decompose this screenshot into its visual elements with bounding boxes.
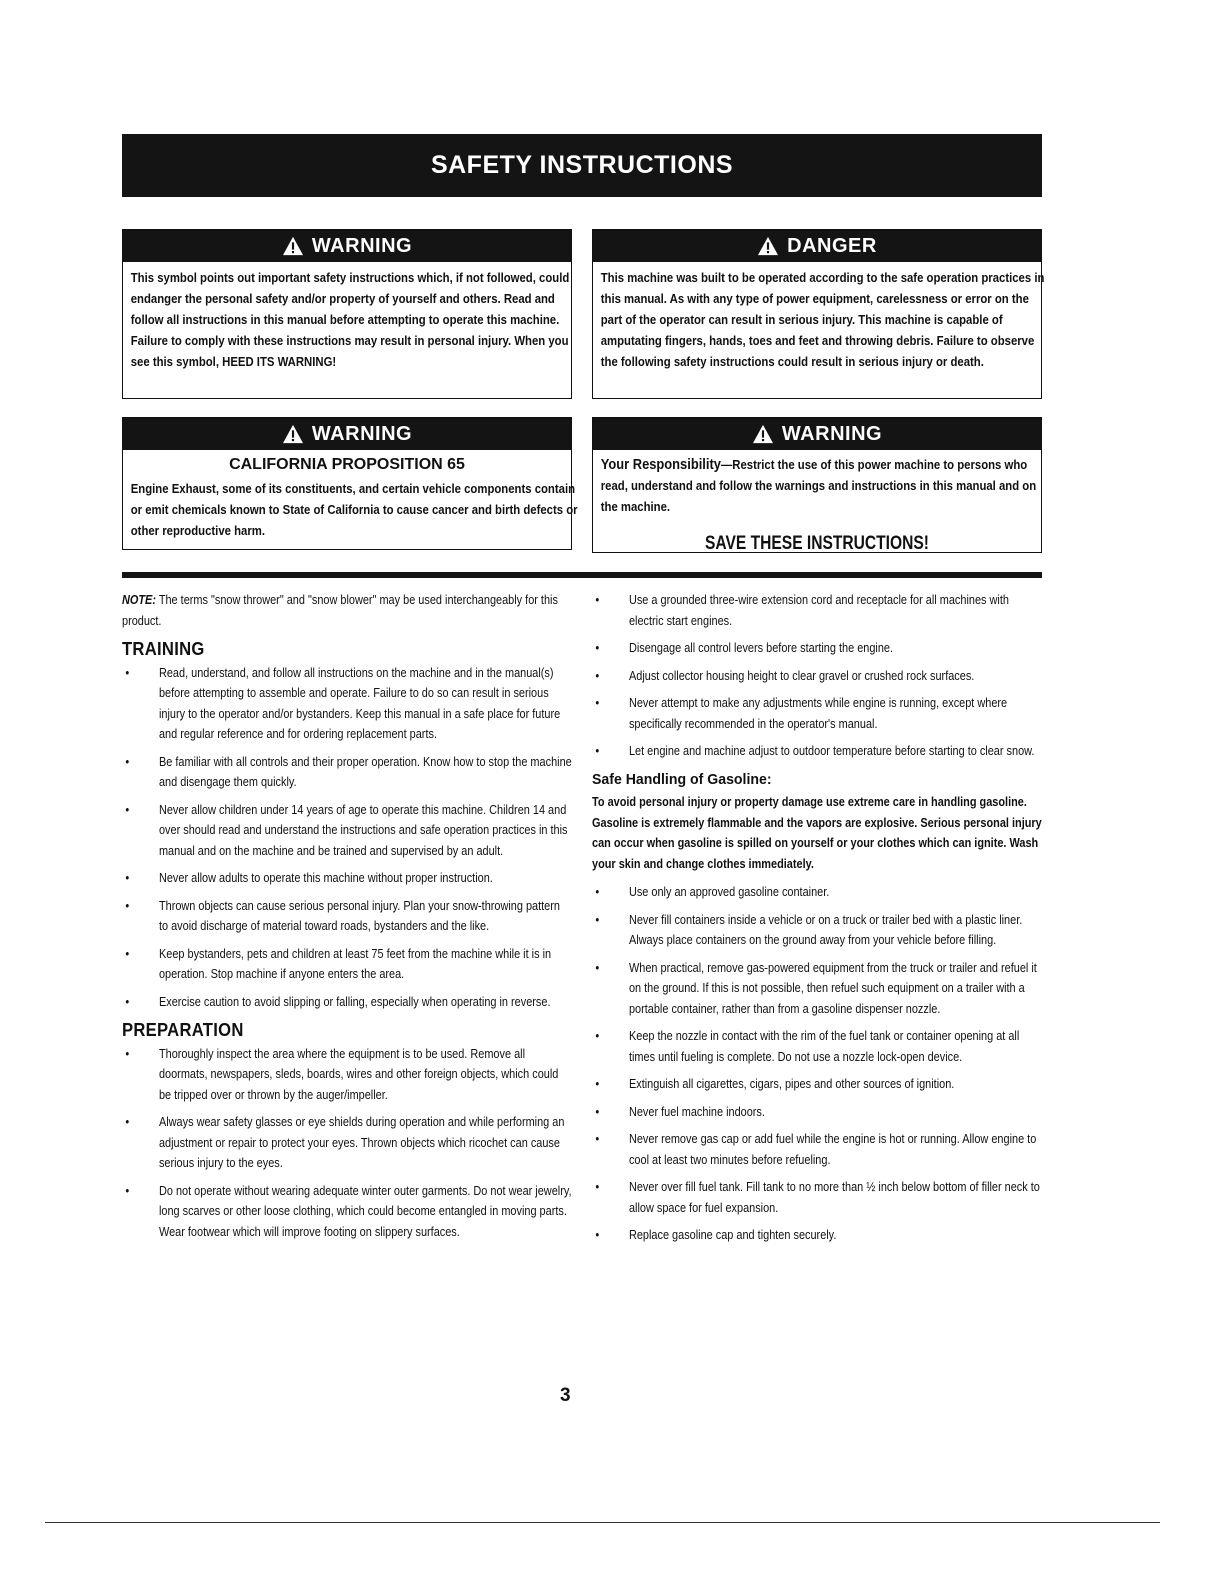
note-label: NOTE:: [122, 592, 156, 607]
prop65-subtitle: CALIFORNIA PROPOSITION 65: [229, 456, 465, 473]
list-item: • Do not operate without wearing adequate winter outer garments. Do not wear jewelry, long scarves or other loose clothing, which could become entangled in moving parts. Wear footwear which will improve footing on slippery surfaces.: [122, 1181, 572, 1243]
prop65-header-label: WARNING: [311, 422, 413, 445]
preparation-continued-list: [592, 590, 1042, 762]
right-column: [592, 590, 1042, 1253]
list-item: • Extinguish all cigarettes, cigars, pipes and other sources of ignition.: [592, 1074, 1042, 1095]
left-column: [122, 590, 572, 1249]
list-item: • Be familiar with all controls and their proper operation. Know how to stop the machine and disengage them quickly.: [122, 752, 572, 793]
responsibility-body: —Restrict the use of this power machine to persons who read, understand and follow the warnings and instructions in this manual and on the machine.: [600, 457, 1037, 514]
list-item: • Thoroughly inspect the area where the equipment is to be used. Remove all doormats, newspapers, sleds, boards, wires and other foreign objects, which could be tripped over or thrown by the auger/impeller.: [122, 1044, 572, 1106]
list-item: • Never allow adults to operate this machine without proper instruction.: [122, 868, 572, 889]
list-item: • Read, understand, and follow all instructions on the machine and in the manual(s) before attempting to assemble and operate. Failure to do so can result in serious injury to the operator and/or bystanders. Keep this manual in a safe place for future and regular reference and for ordering replacement parts.: [122, 663, 572, 745]
list-item: • Never fuel machine indoors.: [592, 1102, 1042, 1123]
list-item: • When practical, remove gas-powered equipment from the truck or trailer and refuel it on the ground. If this is not possible, then refuel such equipment on a trailer with a portable container, rather than from a gasoline dispenser nozzle.: [592, 958, 1042, 1020]
list-item: • Never attempt to make any adjustments while engine is running, except where specifically recommended in the operator's manual.: [592, 693, 1042, 734]
section-divider: [122, 572, 1042, 578]
list-item: • Never remove gas cap or add fuel while the engine is hot or running. Allow engine to cool at least two minutes before refueling.: [592, 1129, 1042, 1170]
danger-box: [592, 229, 1045, 399]
responsibility-box: [592, 417, 1042, 553]
warning-symbol-box: [122, 229, 572, 399]
list-item: • Keep bystanders, pets and children at least 75 feet from the machine while it is in operation. Stop machine if anyone enters the area.: [122, 944, 572, 985]
list-item: • Thrown objects can cause serious personal injury. Plan your snow-throwing pattern to avoid discharge of material toward roads, bystanders and the like.: [122, 896, 572, 937]
danger-header: [593, 230, 1041, 262]
page-number: 3: [560, 1385, 571, 1406]
prop65-text: Engine Exhaust, some of its constituents, and certain vehicle components contain or emit chemicals known to State of California to cause cancer and birth defects or other reproductive harm.: [130, 481, 578, 538]
responsibility-header: [593, 418, 1041, 450]
danger-header-label: DANGER: [787, 234, 877, 257]
page-title: SAFETY INSTRUCTIONS: [122, 134, 1042, 197]
training-list: [122, 663, 572, 1013]
note-paragraph: [122, 590, 572, 631]
danger-text: This machine was built to be operated according to the safe operation practices in this manual. As with any type of power equipment, carelessness or error on the part of the operator can result in serious injury. This machine is capable of amputating fingers, hands, toes and feet and throwing debris. Failure to observe the following safety instructions could result in serious injury or death.: [600, 270, 1045, 369]
responsibility-header-label: WARNING: [781, 422, 883, 445]
gasoline-list: [592, 882, 1042, 1246]
note-text: The terms "snow thrower" and "snow blower" may be used interchangeably for this product.: [122, 592, 558, 628]
footer-divider: [45, 1522, 1160, 1523]
list-item: • Always wear safety glasses or eye shields during operation and while performing an adjustment or repair to protect your eyes. Thrown objects which ricochet can cause serious injury to the eyes.: [122, 1112, 572, 1174]
gasoline-heading: Safe Handling of Gasoline:: [592, 770, 772, 788]
responsibility-lead: Your Responsibility: [600, 456, 721, 473]
list-item: • Disengage all control levers before starting the engine.: [592, 638, 1042, 659]
preparation-heading: PREPARATION: [122, 1020, 244, 1040]
list-item: • Exercise caution to avoid slipping or falling, especially when operating in reverse.: [122, 992, 572, 1013]
list-item: • Keep the nozzle in contact with the rim of the fuel tank or container opening at all times until fueling is complete. Do not use a nozzle lock-open device.: [592, 1026, 1042, 1067]
warning-symbol-text: This symbol points out important safety instructions which, if not followed, could endanger the personal safety and/or property of yourself and others. Read and follow all instructions in this manual before attempting to operate this machine. Failure to comply with these instructions may result in personal injury. When you see this symbol, HEED ITS WARNING!: [130, 270, 570, 369]
warning-symbol-header: [123, 230, 571, 262]
list-item: • Never over fill fuel tank. Fill tank to no more than ½ inch below bottom of filler neck to allow space for fuel expansion.: [592, 1177, 1042, 1218]
list-item: • Use a grounded three-wire extension cord and receptacle for all machines with electric start engines.: [592, 590, 1042, 631]
preparation-list: [122, 1044, 572, 1243]
list-item: • Never fill containers inside a vehicle or on a truck or trailer bed with a plastic liner. Always place containers on the ground away from your vehicle before filling.: [592, 910, 1042, 951]
warning-triangle-icon: [757, 236, 779, 256]
list-item: • Never allow children under 14 years of age to operate this machine. Children 14 and over should read and understand the instructions and safe operation practices in this manual and on the machine and be trained and supervised by an adult.: [122, 800, 572, 862]
training-heading: TRAINING: [122, 639, 205, 659]
warning-symbol-header-label: WARNING: [311, 234, 413, 257]
prop65-box: [122, 417, 578, 550]
list-item: • Replace gasoline cap and tighten securely.: [592, 1225, 1042, 1246]
warning-triangle-icon: [282, 424, 304, 444]
list-item: • Use only an approved gasoline container.: [592, 882, 1042, 903]
save-instructions: SAVE THESE INSTRUCTIONS!: [705, 533, 929, 554]
list-item: • Let engine and machine adjust to outdoor temperature before starting to clear snow.: [592, 741, 1042, 762]
responsibility-text: [593, 450, 1055, 523]
gasoline-intro: To avoid personal injury or property damage use extreme care in handling gasoline. Gasoline is extremely flammable and the vapors are explosive. Serious personal injury can occur when gasoline is spilled on yourself or your clothes which can ignite. Wash your skin and change clothes immediately.: [592, 794, 1042, 871]
warning-triangle-icon: [752, 424, 774, 444]
prop65-header: [123, 418, 571, 450]
warning-triangle-icon: [282, 236, 304, 256]
list-item: • Adjust collector housing height to clear gravel or crushed rock surfaces.: [592, 666, 1042, 687]
